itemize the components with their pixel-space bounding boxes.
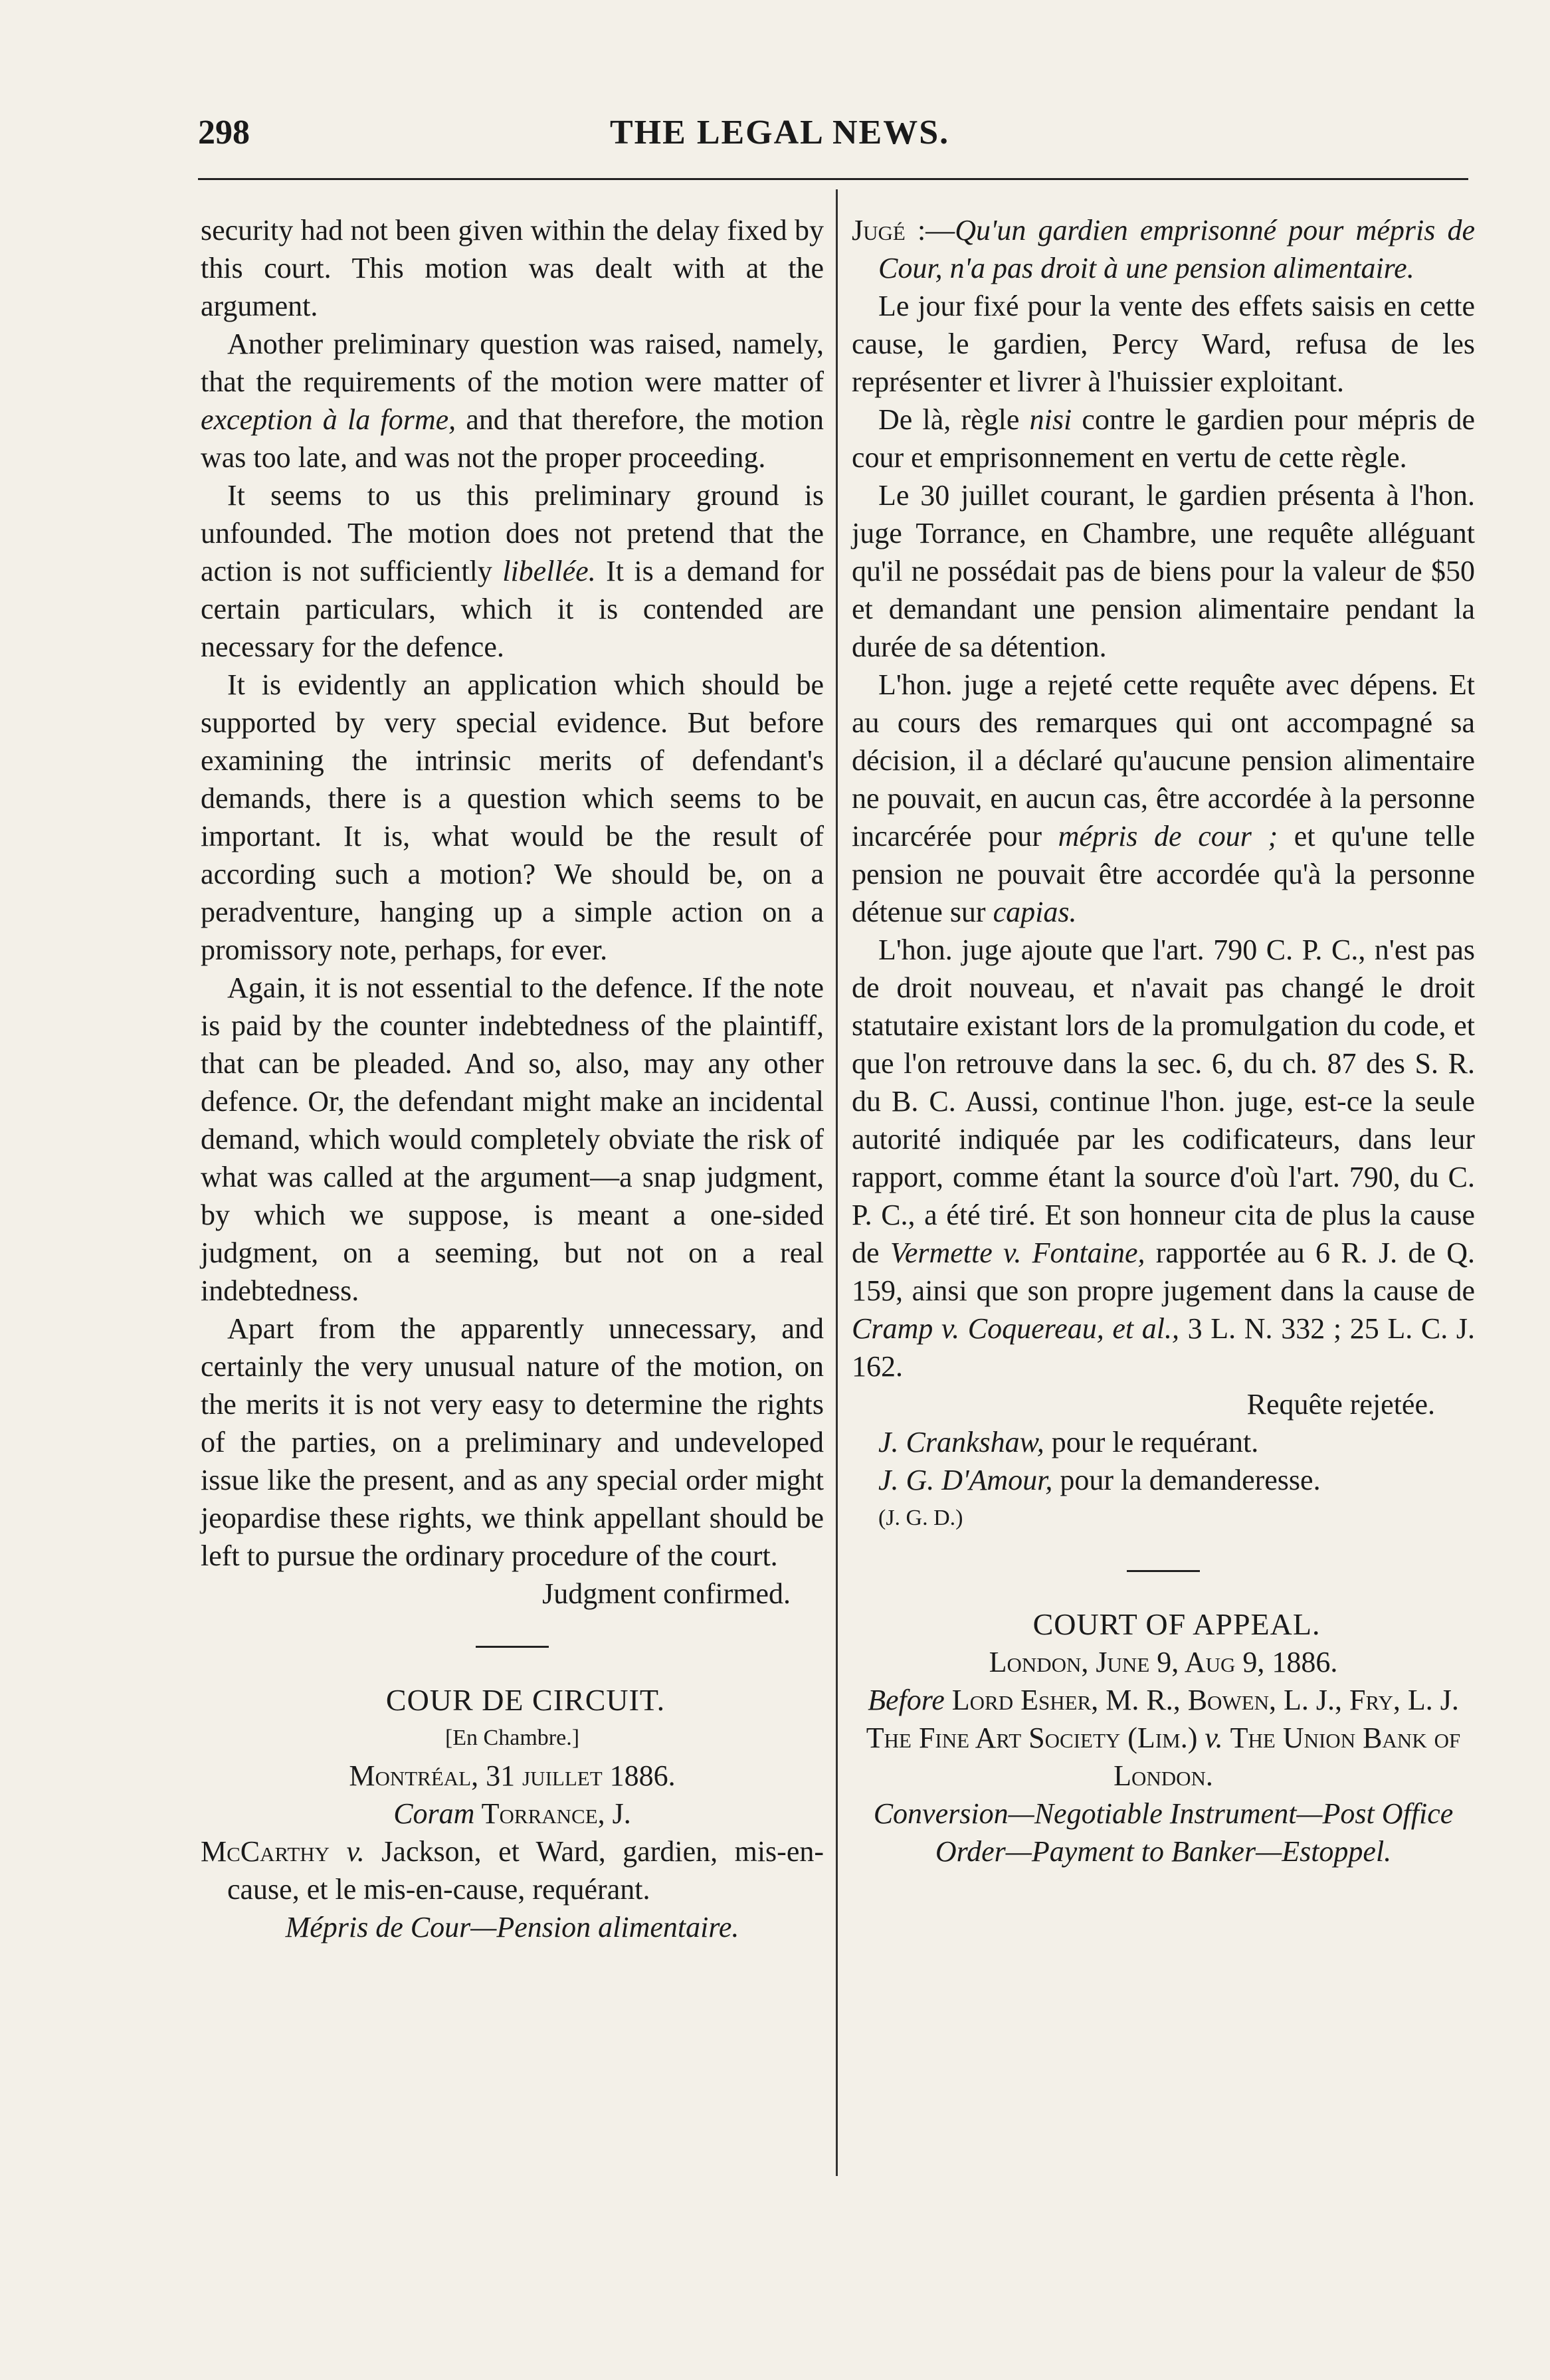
parties-line: McCarthy v. Jackson, et Ward, gardien, mis-en-cause, et le mis-en-cause, requérant. bbox=[201, 1835, 824, 1906]
paragraph: Again, it is not essential to the defence. If the note is paid by the counter indebtedness of the plaintiff, that can be pleaded. And so, also, may any other defence. Or, the defendant might make an incidental demand, which would completely obviate the risk of what was called at the argument—a snap judgment, by which we suppose, is meant a one-sided judgment, on a seeming, but not on a real indebtedness. bbox=[201, 971, 824, 1307]
paragraph: Another preliminary question was raised, namely, that the requirements of the motion were matter of exception à la forme, and that therefore, the motion was too late, and was not the proper proceeding. bbox=[201, 328, 824, 474]
subject-line: Conversion—Negotiable Instrument—Post Office Order—Payment to Banker—Estoppel. bbox=[873, 1797, 1454, 1868]
journal-title: THE LEGAL NEWS. bbox=[610, 114, 950, 151]
page-number: 298 bbox=[198, 114, 250, 151]
court-heading: COURT OF APPEAL. bbox=[1032, 1607, 1321, 1641]
page-header bbox=[198, 100, 1475, 153]
court-heading: COUR DE CIRCUIT. bbox=[385, 1683, 666, 1717]
counsel-line: J. Crankshaw, pour le requérant. bbox=[878, 1426, 1259, 1458]
paragraph: Le jour fixé pour la vente des effets saisis en cette cause, le gardien, Percy Ward, refusa de les représenter et livrer à l'huissier exploitant. bbox=[852, 290, 1475, 398]
paragraph: security had not been given within the delay fixed by this court. This motion was dealt with at the argument. bbox=[201, 214, 824, 322]
paragraph: De là, règle nisi contre le gardien pour mépris de cour et emprisonnement en vertu de cette règle. bbox=[852, 403, 1476, 474]
before-line: Before Lord Esher, M. R., Bowen, L. J., Fry, L. J. bbox=[868, 1684, 1459, 1716]
header-rule bbox=[198, 178, 1468, 180]
paragraph: Apart from the apparently unnecessary, and certainly the very unusual nature of the motion, on the merits it is not very easy to determine the rights of the parties, on a preliminary and undeveloped issue like the present, and as any special order might jeopardise these rights, we think appellant should be left to pursue the ordinary procedure of the court. bbox=[201, 1312, 824, 1572]
juge-summary: Jugé :—Qu'un gardien emprisonné pour mépris de Cour, n'a pas droit à une pension alimentaire. bbox=[852, 214, 1475, 284]
place-date: Montréal, 31 juillet 1886. bbox=[349, 1759, 676, 1792]
case-title: The Fine Art Society (Lim.) v. The Union Bank of London. bbox=[866, 1722, 1461, 1792]
counsel-line: J. G. D'Amour, pour la demanderesse. bbox=[878, 1464, 1321, 1496]
paragraph: It is evidently an application which should be supported by very special evidence. But before examining the intrinsic merits of defendant's demands, there is a question which seems to be important. It is, what would be the result of according such a motion? We should be, on a peradventure, hanging up a simple action on a promissory note, perhaps, for ever. bbox=[201, 668, 824, 966]
right-column bbox=[852, 211, 1475, 1870]
paragraph: L'hon. juge ajoute que l'art. 790 C. P. C., n'est pas de droit nouveau, et n'avait pas changé le droit statutaire existant lors de la promulgation du code, et que l'on retrouve dans la sec. 6, du ch. 87 des S. R. du B. C. Aussi, continue l'hon. juge, est-ce la seule autorité indiquée par les codificateurs, dans leur rapport, comme étant la source d'où l'art. 790, du C. P. C., a été tiré. Et son honneur cita de plus la cause de Vermette v. Fontaine, rapportée au 6 R. J. de Q. 159, ainsi que son propre jugement dans la cause de Cramp v. Coquereau, et al., 3 L. N. 332 ; 25 L. C. J. 162. bbox=[852, 934, 1475, 1383]
subject-line: Mépris de Cour—Pension alimentaire. bbox=[285, 1911, 739, 1943]
coram-line: Coram Torrance, J. bbox=[393, 1797, 631, 1830]
paragraph: It seems to us this preliminary ground is unfounded. The motion does not pretend that the action is not sufficiently libellée. It is a demand for certain particulars, which it is contended are necessary for the defence. bbox=[201, 479, 824, 663]
requete-line: Requête rejetée. bbox=[1246, 1388, 1435, 1421]
judgment-line: Judgment confirmed. bbox=[542, 1577, 791, 1610]
column-divider bbox=[836, 189, 838, 2176]
initials: (J. G. D.) bbox=[878, 1506, 963, 1530]
place-date: London, June 9, Aug 9, 1886. bbox=[989, 1646, 1338, 1678]
chambre-note: [En Chambre.] bbox=[444, 1726, 580, 1750]
paragraph: L'hon. juge a rejeté cette requête avec dépens. Et au cours des remarques qui ont accompagné sa décision, il a déclaré qu'aucune pension alimentaire ne pouvait, en aucun cas, être accordée à la personne incarcérée pour mépris de cour ; et qu'une telle pension ne pouvait être accordée qu'à la personne détenue sur capias. bbox=[852, 668, 1476, 928]
left-column bbox=[201, 211, 824, 1946]
paragraph: Le 30 juillet courant, le gardien présenta à l'hon. juge Torrance, en Chambre, une requête alléguant qu'il ne possédait pas de biens pour la valeur de $50 et demandant une pension alimentaire pendant la durée de sa détention. bbox=[852, 479, 1475, 663]
